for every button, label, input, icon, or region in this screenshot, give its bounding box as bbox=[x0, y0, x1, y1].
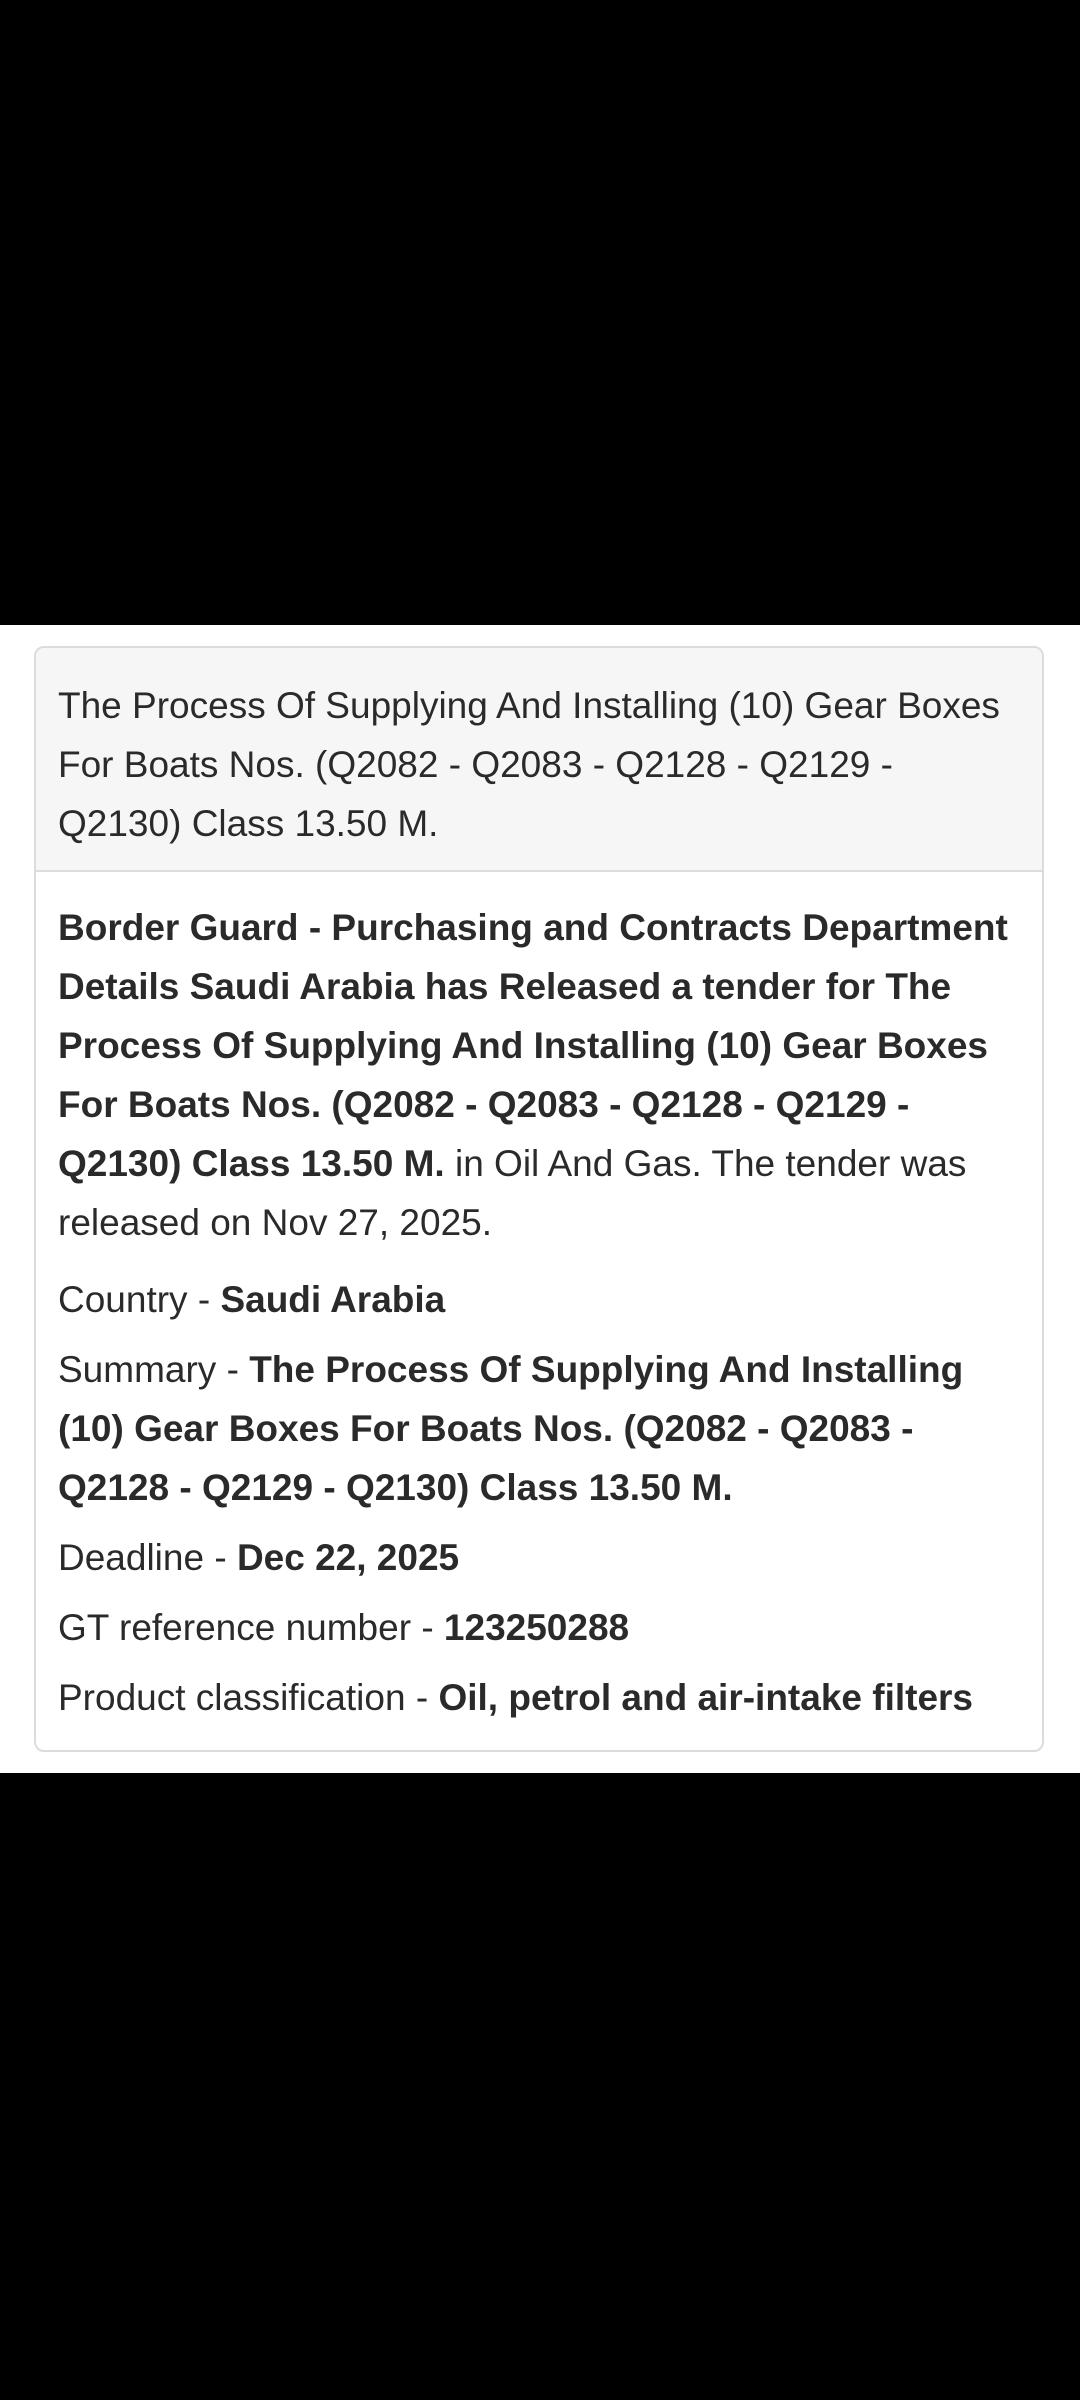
tender-intro-tail: in Oil And Gas. The tender was released on Nov 27, 2025. bbox=[58, 1143, 967, 1243]
deadline-value: Dec 22, 2025 bbox=[236, 1537, 460, 1578]
bottom-empty-area bbox=[0, 1773, 1080, 2400]
top-empty-area bbox=[0, 0, 1080, 625]
summary-row bbox=[58, 1340, 1020, 1517]
deadline-label: Deadline - bbox=[58, 1537, 237, 1578]
tender-intro bbox=[58, 898, 1020, 1252]
tender-title[interactable]: The Process Of Supplying And Installing (10) Gear Boxes For Boats Nos. (Q2082 - Q2083 - Q2128 - Q2129 - Q2130) Class 13.50 M. bbox=[58, 685, 1000, 844]
gt-reference-label: GT reference number - bbox=[58, 1607, 444, 1648]
country-label: Country - bbox=[58, 1279, 221, 1320]
tender-intro-org: Border Guard - Purchasing and Contracts Department Details Saudi Arabia has Released a tender for bbox=[58, 907, 1008, 1007]
country-row bbox=[58, 1270, 1020, 1329]
country-value: Saudi Arabia bbox=[220, 1279, 446, 1320]
tender-card bbox=[34, 646, 1044, 1752]
gt-reference-value: 123250288 bbox=[443, 1607, 630, 1648]
gt-reference-row bbox=[58, 1598, 1020, 1657]
tender-card-header bbox=[36, 648, 1042, 872]
deadline-row bbox=[58, 1528, 1020, 1587]
summary-value: The Process Of Supplying And Installing (10) Gear Boxes For Boats Nos. (Q2082 - Q2083 - Q2128 - Q2129 - Q2130) Class 13.50 M. bbox=[58, 1349, 964, 1508]
summary-label: Summary - bbox=[58, 1349, 250, 1390]
product-classification-row bbox=[58, 1668, 1020, 1727]
tender-card-body bbox=[36, 872, 1042, 1727]
product-classification-value: Oil, petrol and air-intake filters bbox=[438, 1677, 974, 1718]
product-classification-label: Product classification - bbox=[58, 1677, 439, 1718]
tender-intro-title: The Process Of Supplying And Installing (10) Gear Boxes For Boats Nos. (Q2082 - Q2083 - Q2128 - Q2129 - Q2130) Class 13.50 M. bbox=[58, 966, 989, 1184]
